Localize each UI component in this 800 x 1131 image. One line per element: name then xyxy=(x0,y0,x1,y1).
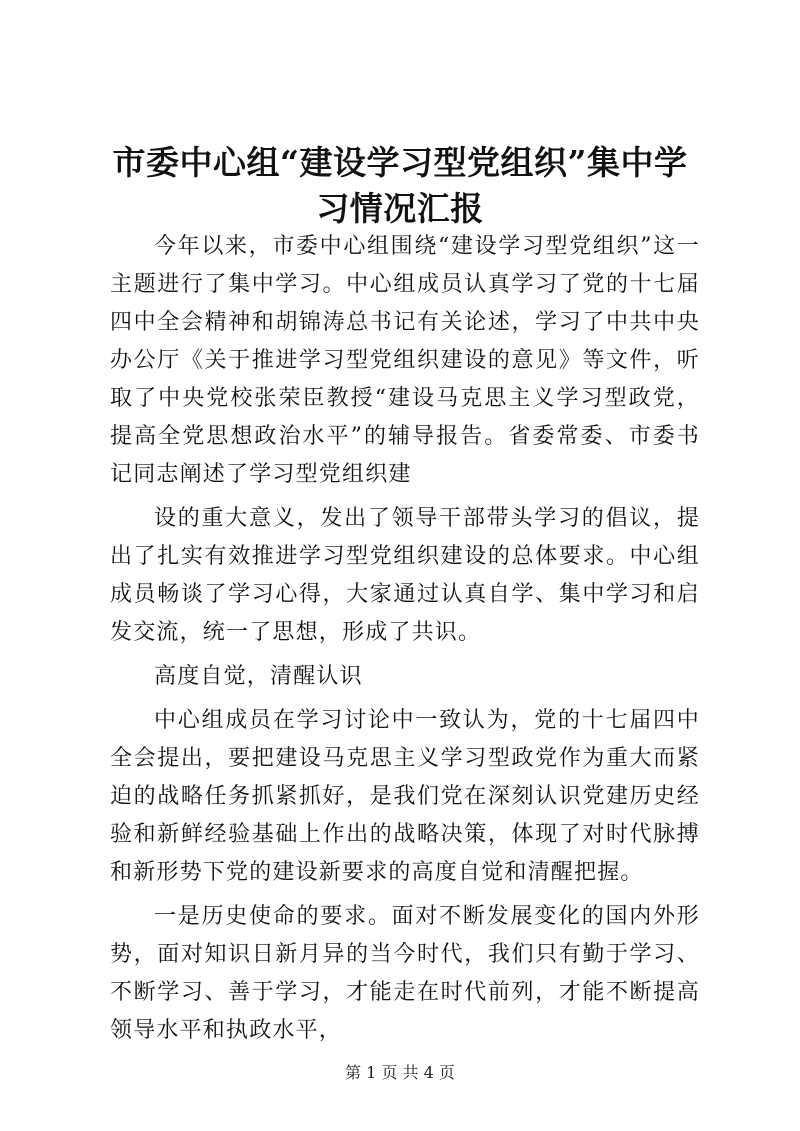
page-number-footer: 第 1 页 共 4 页 xyxy=(345,1063,455,1082)
document-body xyxy=(110,228,700,1050)
paragraph-consensus: 中心组成员在学习讨论中一致认为，党的十七届四中全会提出，要把建设马克思主义学习型政党作为重大而紧迫的战略任务抓紧抓好，是我们党在深刻认识党建历史经验和新鲜经验基础上作出的战略决策，体现了对时代脉搏和新形势下党的建设新要求的高度自觉和清醒把握。 xyxy=(110,708,700,885)
document-title: 市委中心组“建设学习型党组织”集中学习情况汇报 xyxy=(112,143,688,228)
section-heading: 高度自觉，清醒认识 xyxy=(154,664,363,689)
paragraph-continuation: 设的重大意义，发出了领导干部带头学习的倡议，提出了扎实有效推进学习型党组织建设的总体要求。中心组成员畅谈了学习心得，大家通过认真自学、集中学习和启发交流，统一了思想，形成了共识。 xyxy=(110,506,700,645)
paragraph-point-one: 一是历史使命的要求。面对不断发展变化的国内外形势，面对知识日新月异的当今时代，我们只有勤于学习、不断学习、善于学习，才能走在时代前列，才能不断提高领导水平和执政水平， xyxy=(110,904,700,1043)
paragraph-intro: 今年以来，市委中心组围绕“建设学习型党组织”这一主题进行了集中学习。中心组成员认真学习了党的十七届四中全会精神和胡锦涛总书记有关论述，学习了中共中央办公厅《关于推进学习型党组织建设的意见》等文件，听取了中央党校张荣臣教授“建设马克思主义学习型政党，提高全党思想政治水平”的辅导报告。省委常委、市委书记同志阐述了学习型党组织建 xyxy=(110,234,700,487)
